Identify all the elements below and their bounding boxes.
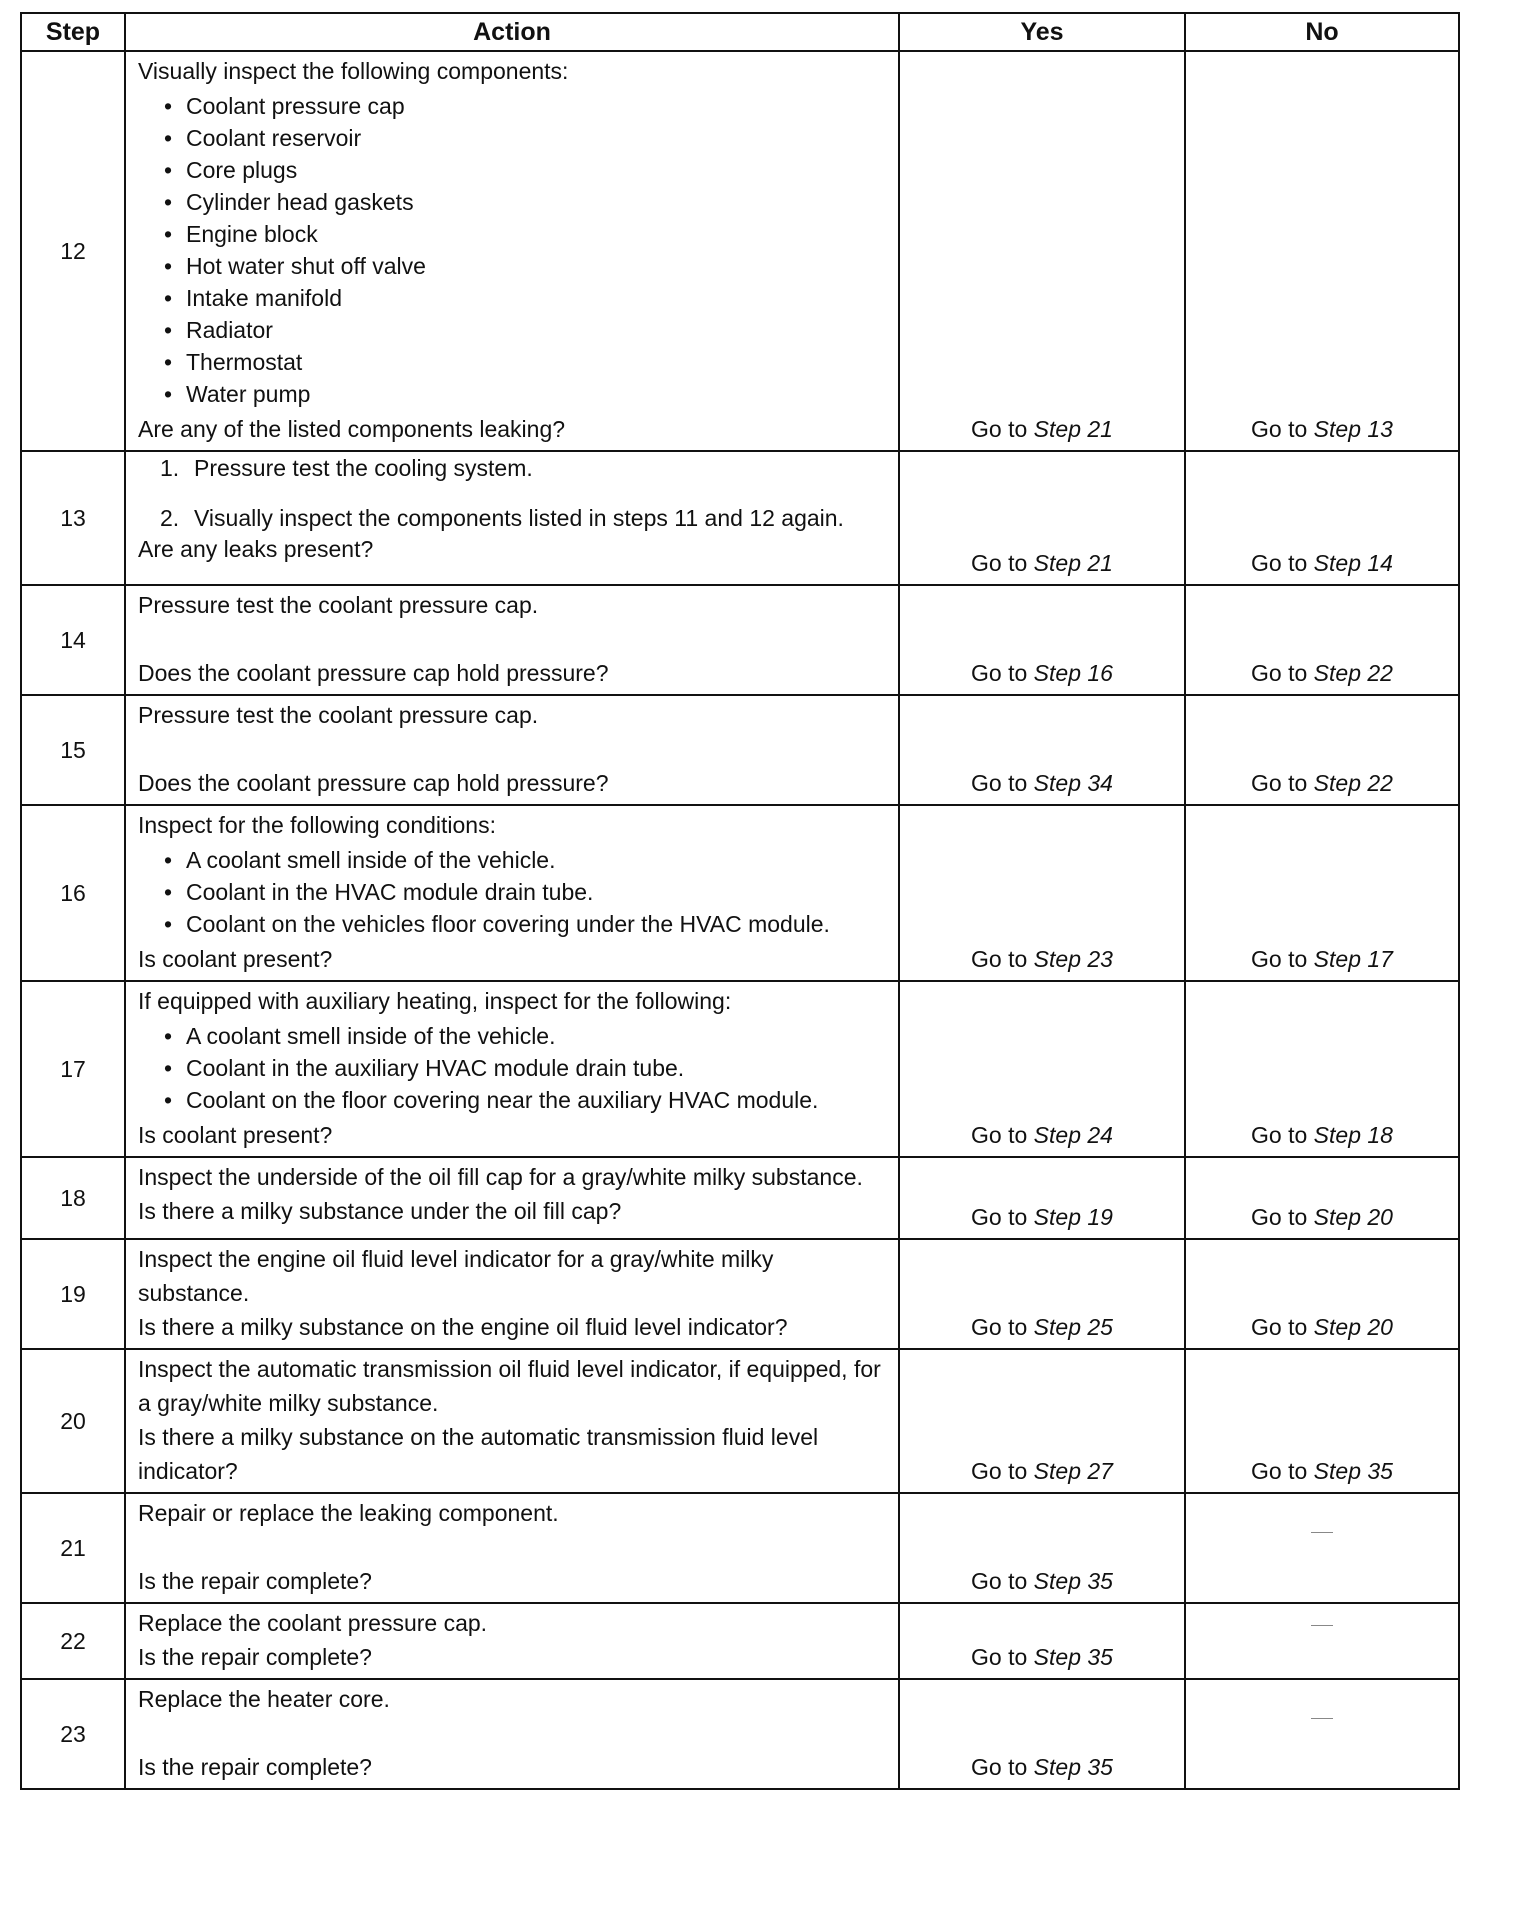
action-question: Are any leaks present? [138, 536, 374, 562]
bullet-list [138, 846, 888, 938]
action-question: Is the repair complete? [138, 1644, 372, 1670]
action-intro: Replace the heater core. [138, 1686, 390, 1712]
step-number: 15 [21, 695, 125, 805]
table-row [21, 805, 1459, 981]
bullet-list [138, 1022, 888, 1114]
list-item: • Intake manifold [138, 284, 888, 312]
step-number: 20 [21, 1349, 125, 1493]
blank-line [138, 1716, 888, 1750]
step-reference: Step 19 [1033, 1204, 1113, 1230]
action-intro: Visually inspect the following components: [138, 58, 569, 84]
step-reference: Step 16 [1033, 660, 1113, 686]
dash-mark [1311, 1625, 1333, 1626]
action-question: Is there a milky substance under the oil fill cap? [138, 1198, 622, 1224]
list-item: • Engine block [138, 220, 888, 248]
step-reference: Step 20 [1313, 1204, 1393, 1230]
goto-prefix: Go to [971, 1204, 1034, 1230]
goto-prefix: Go to [971, 1644, 1034, 1670]
step-number: 19 [21, 1239, 125, 1349]
list-item: • Thermostat [138, 348, 888, 376]
step-number: 12 [21, 51, 125, 451]
list-item: • Core plugs [138, 156, 888, 184]
step-reference: Step 21 [1033, 416, 1113, 442]
action-cell [125, 451, 899, 585]
step-number: 14 [21, 585, 125, 695]
table-row [21, 1349, 1459, 1493]
goto-prefix: Go to [971, 660, 1034, 686]
item-number: 2. [160, 505, 180, 531]
no-result-empty [1185, 1679, 1459, 1789]
header-action: Action [125, 13, 899, 51]
step-reference: Step 35 [1033, 1568, 1113, 1594]
action-cell [125, 805, 899, 981]
yes-result [899, 585, 1185, 695]
action-question: Is coolant present? [138, 946, 333, 972]
header-no: No [1185, 13, 1459, 51]
table-row [21, 981, 1459, 1157]
goto-prefix: Go to [1251, 416, 1314, 442]
blank-line [138, 622, 888, 656]
step-reference: Step 13 [1313, 416, 1393, 442]
goto-prefix: Go to [971, 1314, 1034, 1340]
action-cell [125, 585, 899, 695]
step-reference: Step 17 [1313, 946, 1393, 972]
step-reference: Step 34 [1033, 770, 1113, 796]
table-row [21, 1679, 1459, 1789]
goto-prefix: Go to [1251, 1458, 1314, 1484]
action-question: Is coolant present? [138, 1122, 333, 1148]
step-number: 18 [21, 1157, 125, 1239]
goto-prefix: Go to [971, 770, 1034, 796]
step-number: 13 [21, 451, 125, 585]
action-question: Are any of the listed components leaking? [138, 416, 566, 442]
goto-prefix: Go to [971, 416, 1034, 442]
action-intro: If equipped with auxiliary heating, inspect for the following: [138, 988, 732, 1014]
numbered-item [138, 504, 888, 532]
yes-result [899, 695, 1185, 805]
step-number: 23 [21, 1679, 125, 1789]
yes-result [899, 1239, 1185, 1349]
dash-mark [1311, 1532, 1333, 1533]
action-question: Is there a milky substance on the automatic transmission fluid level indicator? [138, 1424, 819, 1484]
goto-prefix: Go to [1251, 550, 1314, 576]
action-intro: Pressure test the coolant pressure cap. [138, 702, 539, 728]
action-intro: Replace the coolant pressure cap. [138, 1610, 488, 1636]
list-item: • Coolant in the auxiliary HVAC module drain tube. [138, 1054, 888, 1082]
no-result [1185, 1239, 1459, 1349]
item-number: 1. [160, 455, 180, 481]
goto-prefix: Go to [971, 1122, 1034, 1148]
action-question: Is the repair complete? [138, 1754, 372, 1780]
goto-prefix: Go to [971, 1568, 1034, 1594]
item-text: Pressure test the cooling system. [194, 455, 533, 481]
table-row [21, 585, 1459, 695]
step-reference: Step 22 [1313, 660, 1393, 686]
step-reference: Step 35 [1313, 1458, 1393, 1484]
item-text: Visually inspect the components listed in steps 11 and 12 again. [194, 505, 844, 531]
step-reference: Step 23 [1033, 946, 1113, 972]
goto-prefix: Go to [1251, 1204, 1314, 1230]
diagnostic-table [20, 12, 1460, 1790]
goto-prefix: Go to [971, 1458, 1034, 1484]
yes-result [899, 981, 1185, 1157]
no-result [1185, 51, 1459, 451]
yes-result [899, 51, 1185, 451]
blank-line [138, 732, 888, 766]
yes-result [899, 451, 1185, 585]
table-row [21, 695, 1459, 805]
action-intro: Inspect for the following conditions: [138, 812, 496, 838]
list-item: • Coolant pressure cap [138, 92, 888, 120]
action-intro: Inspect the automatic transmission oil fluid level indicator, if equipped, for a gray/white milky substance. [138, 1356, 881, 1416]
list-item: • Radiator [138, 316, 888, 344]
yes-result [899, 1349, 1185, 1493]
no-result [1185, 695, 1459, 805]
table-row [21, 1239, 1459, 1349]
no-result-empty [1185, 1493, 1459, 1603]
list-item: • Cylinder head gaskets [138, 188, 888, 216]
blank-line [138, 1530, 888, 1564]
no-result [1185, 451, 1459, 585]
table-row [21, 51, 1459, 451]
action-cell [125, 1679, 899, 1789]
no-result [1185, 981, 1459, 1157]
no-result-empty [1185, 1603, 1459, 1679]
list-item: • Coolant in the HVAC module drain tube. [138, 878, 888, 906]
yes-result [899, 805, 1185, 981]
step-reference: Step 18 [1313, 1122, 1393, 1148]
list-item: • Coolant reservoir [138, 124, 888, 152]
step-number: 21 [21, 1493, 125, 1603]
list-item: • Hot water shut off valve [138, 252, 888, 280]
list-item: • A coolant smell inside of the vehicle. [138, 1022, 888, 1050]
action-cell [125, 1239, 899, 1349]
bullet-list [138, 92, 888, 408]
step-reference: Step 22 [1313, 770, 1393, 796]
dash-mark [1311, 1718, 1333, 1719]
numbered-list [138, 454, 888, 532]
no-result [1185, 1157, 1459, 1239]
goto-prefix: Go to [1251, 1122, 1314, 1148]
list-item: • A coolant smell inside of the vehicle. [138, 846, 888, 874]
goto-prefix: Go to [971, 550, 1034, 576]
step-reference: Step 14 [1313, 550, 1393, 576]
action-intro: Pressure test the coolant pressure cap. [138, 592, 539, 618]
yes-result [899, 1603, 1185, 1679]
action-intro: Repair or replace the leaking component. [138, 1500, 559, 1526]
header-yes: Yes [899, 13, 1185, 51]
step-reference: Step 35 [1033, 1644, 1113, 1670]
step-number: 17 [21, 981, 125, 1157]
list-item: • Coolant on the vehicles floor covering under the HVAC module. [138, 910, 888, 938]
action-cell [125, 1603, 899, 1679]
goto-prefix: Go to [1251, 1314, 1314, 1340]
goto-prefix: Go to [971, 946, 1034, 972]
action-question: Does the coolant pressure cap hold pressure? [138, 660, 609, 686]
action-question: Does the coolant pressure cap hold pressure? [138, 770, 609, 796]
goto-prefix: Go to [1251, 660, 1314, 686]
yes-result [899, 1157, 1185, 1239]
no-result [1185, 1349, 1459, 1493]
action-cell [125, 1349, 899, 1493]
yes-result [899, 1493, 1185, 1603]
action-cell [125, 695, 899, 805]
goto-prefix: Go to [971, 1754, 1034, 1780]
list-item: • Coolant on the floor covering near the auxiliary HVAC module. [138, 1086, 888, 1114]
step-number: 16 [21, 805, 125, 981]
table-row [21, 1493, 1459, 1603]
table-row [21, 1603, 1459, 1679]
table-row [21, 451, 1459, 585]
action-cell [125, 981, 899, 1157]
numbered-item [138, 454, 888, 482]
list-item: • Water pump [138, 380, 888, 408]
action-cell [125, 1493, 899, 1603]
header-step: Step [21, 13, 125, 51]
table-row [21, 1157, 1459, 1239]
action-intro: Inspect the engine oil fluid level indicator for a gray/white milky substance. [138, 1246, 774, 1306]
goto-prefix: Go to [1251, 946, 1314, 972]
step-reference: Step 21 [1033, 550, 1113, 576]
goto-prefix: Go to [1251, 770, 1314, 796]
step-number: 22 [21, 1603, 125, 1679]
step-reference: Step 25 [1033, 1314, 1113, 1340]
header-row [21, 13, 1459, 51]
action-cell [125, 51, 899, 451]
step-reference: Step 24 [1033, 1122, 1113, 1148]
no-result [1185, 585, 1459, 695]
step-reference: Step 35 [1033, 1754, 1113, 1780]
action-question: Is the repair complete? [138, 1568, 372, 1594]
action-question: Is there a milky substance on the engine oil fluid level indicator? [138, 1314, 788, 1340]
yes-result [899, 1679, 1185, 1789]
step-reference: Step 20 [1313, 1314, 1393, 1340]
action-intro: Inspect the underside of the oil fill cap for a gray/white milky substance. [138, 1164, 863, 1190]
step-reference: Step 27 [1033, 1458, 1113, 1484]
no-result [1185, 805, 1459, 981]
action-cell [125, 1157, 899, 1239]
